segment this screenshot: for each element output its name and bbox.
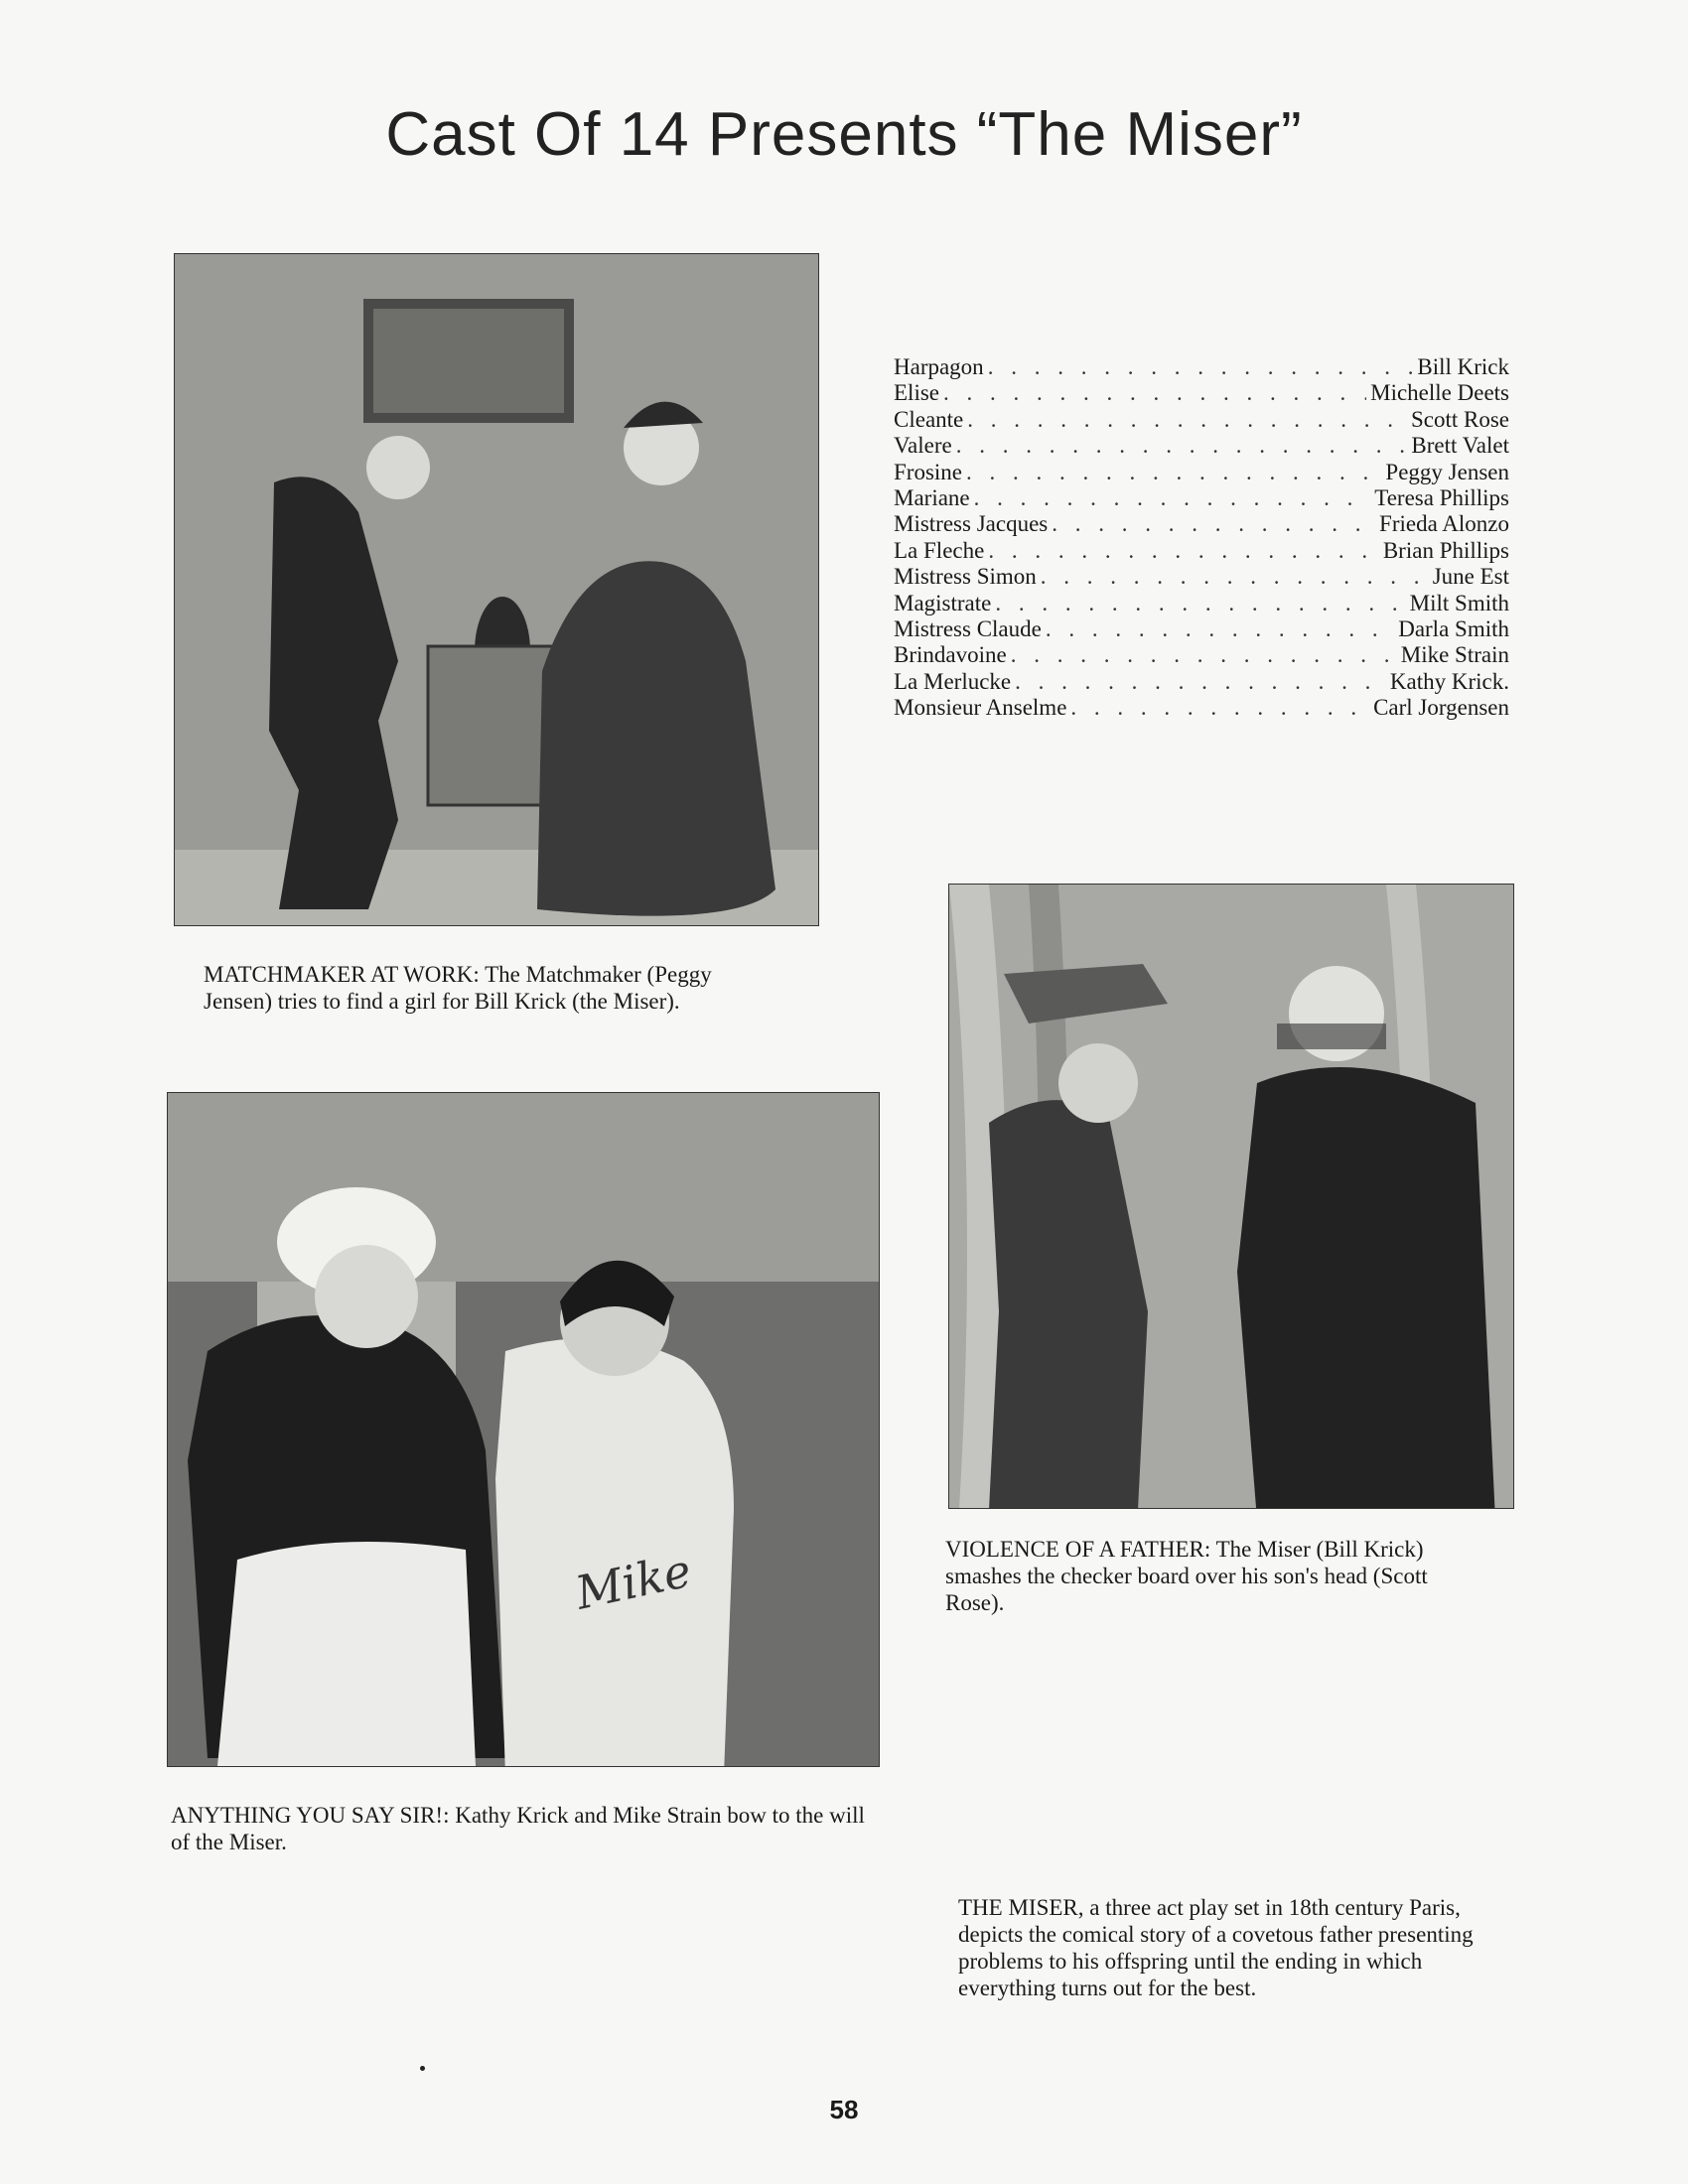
cast-row: [894, 591, 1509, 616]
summary-paragraph: THE MISER, a three act play set in 18th century Paris, depicts the comical story of a covetous father presenting problems to his offspring until the ending in which everything turns out for the best.: [958, 1895, 1474, 2000]
cast-actor: June Est: [1432, 564, 1509, 590]
cast-actor: Bill Krick: [1417, 354, 1509, 379]
page-title: Cast Of 14 Presents “The Miser”: [385, 100, 1303, 169]
cast-row: [894, 616, 1509, 642]
cast-actor: Mike Strain: [1400, 642, 1509, 668]
cast-role: La Merlucke: [894, 668, 1012, 694]
cast-role: Mistress Claude: [894, 616, 1042, 642]
cast-role: Frosine: [894, 459, 962, 484]
signature-text: Mike: [571, 1543, 696, 1620]
caption-violence: VIOLENCE OF A FATHER: The Miser (Bill Krick) smashes the checker board over his son's head (Scott Rose).: [945, 1537, 1428, 1615]
cast-row: [894, 460, 1509, 485]
cast-row: [894, 511, 1509, 537]
cast-actor: Scott Rose: [1410, 406, 1509, 432]
cast-role: Valere: [894, 433, 952, 459]
cast-row: [894, 669, 1509, 695]
caption-anything: ANYTHING YOU SAY SIR!: Kathy Krick and Mike Strain bow to the will of the Miser.: [171, 1803, 865, 1854]
cast-role: Mistress Jacques: [894, 511, 1049, 537]
cast-actor: Michelle Deets: [1370, 380, 1509, 406]
caption-matchmaker: MATCHMAKER AT WORK: The Matchmaker (Peggy Jensen) tries to find a girl for Bill Krick (the Miser).: [204, 962, 712, 1014]
cast-actor: Kathy Krick.: [1389, 668, 1509, 694]
cast-role: Mariane: [894, 485, 970, 511]
cast-row: [894, 695, 1509, 721]
cast-role: Mistress Simon: [894, 564, 1037, 590]
photo-matchmaker: [174, 253, 819, 926]
cast-actor: Darla Smith: [1398, 616, 1509, 642]
cast-actor: Peggy Jensen: [1385, 459, 1509, 484]
page-number: 58: [829, 2095, 859, 2124]
cast-row: [894, 380, 1509, 406]
cast-row: [894, 538, 1509, 564]
cast-list: [894, 354, 1509, 722]
cast-role: La Fleche: [894, 537, 985, 563]
cast-row: [894, 354, 1509, 380]
photo-violence: [948, 884, 1514, 1509]
cast-role: Elise: [894, 380, 939, 406]
cast-role: Monsieur Anselme: [894, 695, 1067, 721]
cast-role: Harpagon: [894, 354, 984, 379]
photo-anything: [167, 1092, 880, 1767]
cast-row: [894, 407, 1509, 433]
cast-actor: Brian Phillips: [1382, 537, 1509, 563]
cast-actor: Brett Valet: [1411, 433, 1509, 459]
cast-row: [894, 433, 1509, 459]
cast-role: Magistrate: [894, 590, 992, 615]
cast-actor: Carl Jorgensen: [1373, 695, 1509, 721]
cast-role: Cleante: [894, 406, 964, 432]
cast-actor: Milt Smith: [1409, 590, 1509, 615]
cast-row: [894, 485, 1509, 511]
cast-actor: Frieda Alonzo: [1379, 511, 1509, 537]
cast-row: [894, 642, 1509, 668]
cast-row: [894, 564, 1509, 590]
cast-role: Brindavoine: [894, 642, 1007, 668]
cast-actor: Teresa Phillips: [1374, 485, 1509, 511]
